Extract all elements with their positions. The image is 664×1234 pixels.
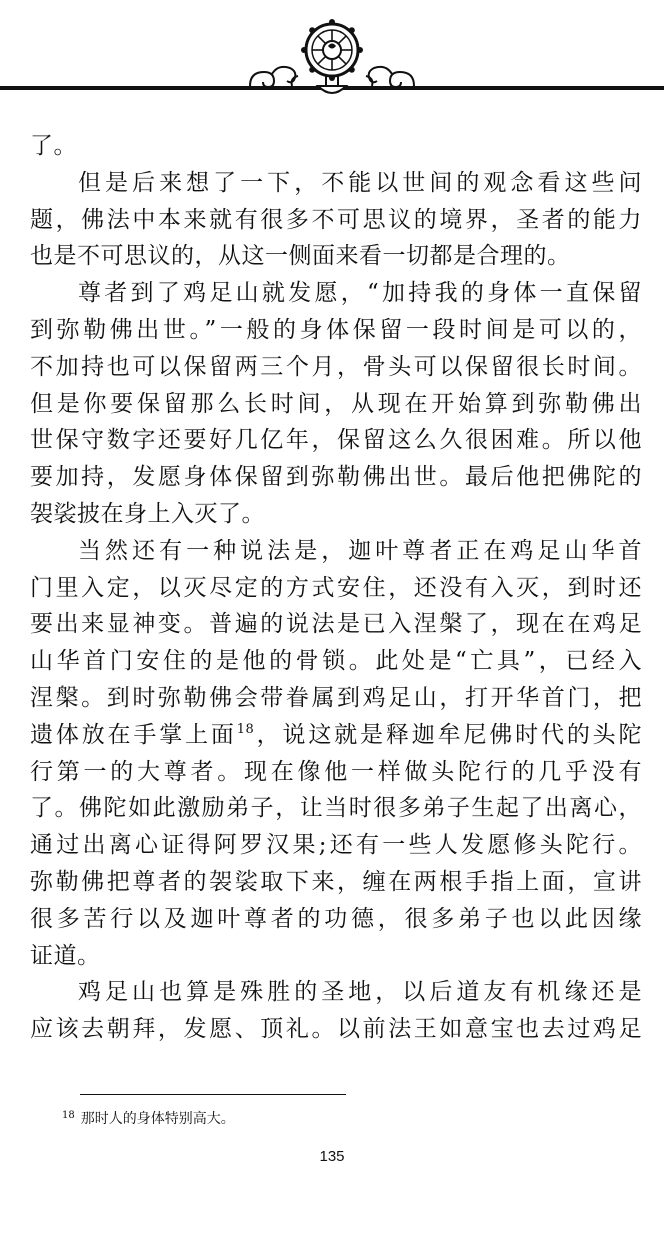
page-number: 135: [319, 1148, 345, 1165]
text-segment: 遗体放在手掌上面: [30, 721, 237, 748]
text-line: 尊者到了鸡足山就发愿，“加持我的身体一直保留: [78, 280, 642, 307]
left-cloud-icon: [250, 67, 298, 87]
dharma-wheel-icon: [301, 19, 363, 93]
text-line: 世保守数字还要好几亿年，保留这么久很困难。所以他: [30, 427, 642, 454]
footnote-ref[interactable]: 18: [236, 721, 255, 737]
text-line: 要出来显神变。普遍的说法是已入涅槃了，现在在鸡足: [30, 611, 642, 638]
page-header: [0, 0, 664, 112]
text-line: 涅槃。到时弥勒佛会带眷属到鸡足山，打开华首门，把: [30, 684, 642, 711]
text-line: 通过出离心证得阿罗汉果;还有一些人发愿修头陀行。: [30, 832, 642, 859]
footnote-number: 18: [62, 1110, 75, 1121]
text-line: 但是后来想了一下，不能以世间的观念看这些问: [78, 169, 642, 196]
text-line: 很多苦行以及迦叶尊者的功德，很多弟子也以此因缘: [30, 905, 642, 932]
text-line: 山华首门安住的是他的骨锁。此处是“亡具”，已经入: [30, 648, 642, 675]
text-line: 证道。: [30, 942, 101, 969]
text-line: 袈裟披在身上入灭了。: [30, 500, 265, 527]
right-cloud-icon: [366, 67, 414, 87]
text-line: 到弥勒佛出世。”一般的身体保留一段时间是可以的，: [30, 316, 642, 343]
text-line: 也是不可思议的，从这一侧面来看一切都是合理的。: [30, 243, 571, 270]
footnote-text: 那时人的身体特别高大。: [80, 1111, 235, 1127]
text-line: 不加持也可以保留两三个月，骨头可以保留很长时间。: [30, 353, 642, 380]
text-line: 但是你要保留那么长时间，从现在开始算到弥勒佛出: [30, 390, 642, 417]
text-segment: ，说这就是释迦牟尼佛时代的头陀: [254, 721, 642, 748]
text-line: 弥勒佛把尊者的袈裟取下来，缠在两根手指上面，宣讲: [30, 868, 642, 895]
text-line: 了。佛陀如此激励弟子，让当时很多弟子生起了出离心，: [30, 795, 642, 822]
body-text: [30, 128, 642, 1048]
text-line: 要加持，发愿身体保留到弥勒佛出世。最后他把佛陀的: [30, 464, 642, 491]
text-line: 行第一的大尊者。现在像他一样做头陀行的几乎没有: [30, 758, 642, 785]
text-line: 题，佛法中本来就有很多不可思议的境界，圣者的能力: [30, 206, 642, 233]
header-ornament: [0, 0, 664, 112]
footnote-divider: [80, 1094, 346, 1095]
footnote: [62, 1108, 235, 1128]
text-line: 门里入定，以灭尽定的方式安住，还没有入灭，到时还: [30, 574, 642, 601]
text-line-with-footnote: [30, 717, 642, 754]
text-line: 当然还有一种说法是，迦叶尊者正在鸡足山华首: [78, 537, 642, 564]
text-line: 应该去朝拜，发愿、顶礼。以前法王如意宝也去过鸡足: [30, 1016, 642, 1043]
text-line: 鸡足山也算是殊胜的圣地，以后道友有机缘还是: [78, 979, 642, 1006]
text-line: 了。: [30, 133, 77, 159]
